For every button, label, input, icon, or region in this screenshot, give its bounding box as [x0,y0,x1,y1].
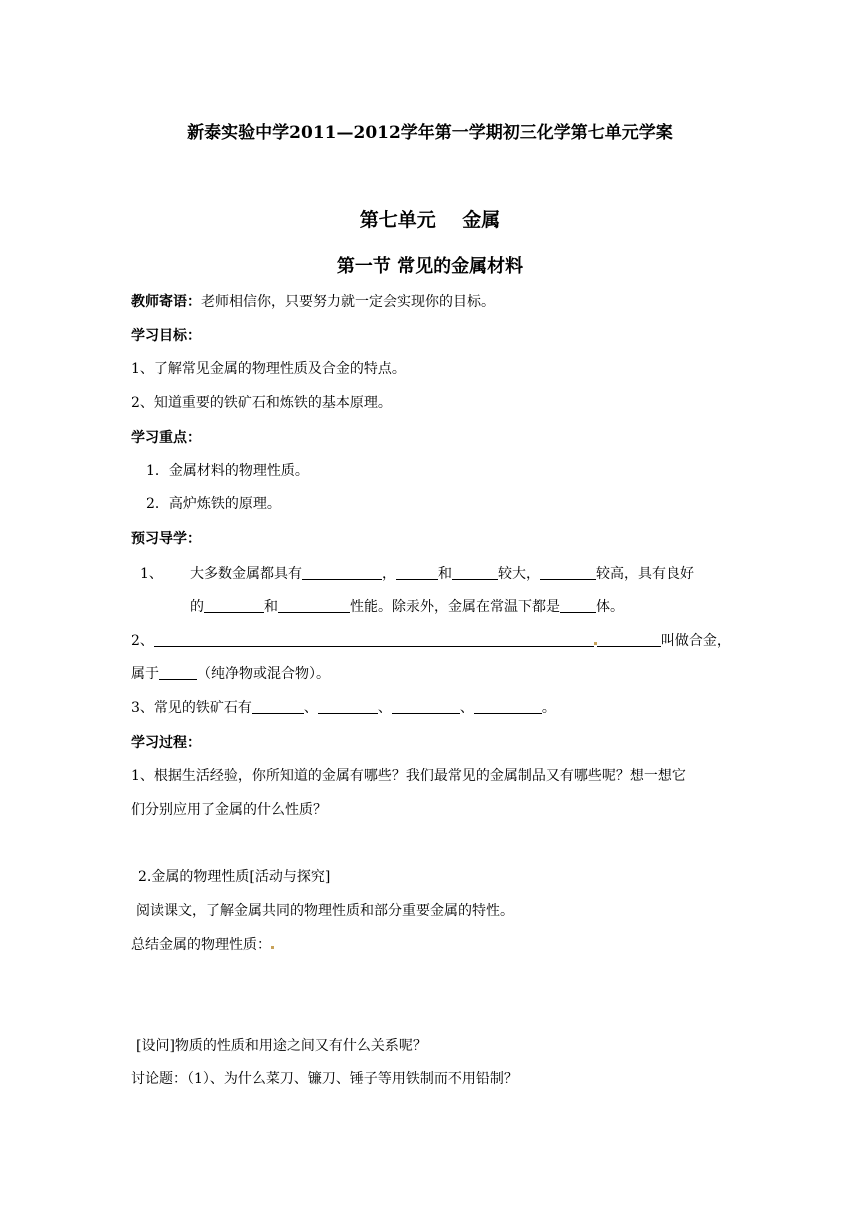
fill-blank[interactable] [159,665,197,680]
preview-q1-number: 1、 [140,566,163,582]
fill-blank[interactable] [392,699,460,714]
teacher-note [131,292,495,312]
fill-blank[interactable] [452,565,498,580]
fill-blank[interactable] [540,565,596,580]
process-item-1: 1、根据生活经验，你所知道的金属有哪些？我们最常见的金属制品又有哪些呢？想一想它 [131,768,686,784]
fill-blank[interactable] [597,632,661,647]
fill-blank[interactable] [204,598,264,613]
process-item-3: 阅读课文，了解金属共同的物理性质和部分重要金属的特性。 [136,903,514,919]
stray-mark-icon [271,946,274,949]
teacher-note-text: 老师相信你，只要努力就一定会实现你的目标。 [201,294,495,310]
fill-blank[interactable] [318,699,378,714]
unit-title: 第七单元 金属 [359,209,501,231]
fill-blank[interactable] [474,699,542,714]
document-title: 新泰实验中学2011—2012学年第一学期初三化学第七单元学案 [187,123,673,143]
process-item-6: 讨论题：（1）、为什么菜刀、镰刀、锤子等用铁制而不用铅制？ [131,1071,518,1087]
fill-blank[interactable] [278,598,350,613]
key-point-item: 1．金属材料的物理性质。 [146,463,309,479]
preview-q2-line1: 2、 叫做合金， [131,633,731,649]
teacher-note-label: 教师寄语： [131,294,201,310]
key-points-heading: 学习重点： [131,430,201,446]
process-item-4: 总结金属的物理性质： [131,935,274,955]
preview-q1-line2: 的 和 性能。除汞外，金属在常温下都是 体。 [190,599,624,615]
goal-item: 2、知道重要的铁矿石和炼铁的基本原理。 [131,395,392,411]
fill-blank[interactable] [560,598,596,613]
preview-q2-line2: 属于 （纯净物或混合物）。 [131,666,330,682]
fill-blank[interactable] [302,565,382,580]
preview-q1-line1: 大多数金属都具有 ， 和 较大， 较高，具有良好 [190,566,694,582]
fill-blank[interactable] [396,565,438,580]
key-point-item: 2．高炉炼铁的原理。 [146,496,281,512]
process-item-1-cont: 们分别应用了金属的什么性质？ [131,802,327,818]
fill-blank[interactable] [252,699,304,714]
goals-heading: 学习目标： [131,328,201,344]
fill-blank[interactable] [154,632,594,647]
preview-q3: 3、常见的铁矿石有 、 、 、 。 [131,700,556,716]
goal-item: 1、了解常见金属的物理性质及合金的特点。 [131,361,406,377]
process-item-5: [设问]物质的性质和用途之间又有什么关系呢？ [136,1038,427,1054]
preview-heading: 预习导学： [131,531,201,547]
process-item-2: 2.金属的物理性质[活动与探究] [138,869,331,885]
process-heading: 学习过程： [131,735,201,751]
section-title: 第一节 常见的金属材料 [336,256,524,277]
